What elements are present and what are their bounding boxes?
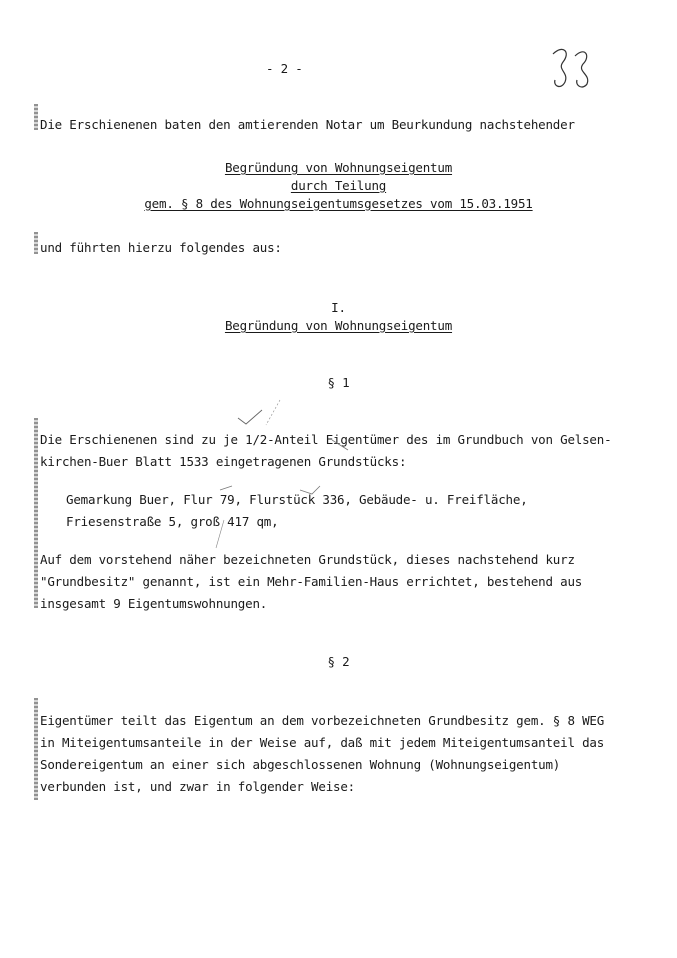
- parcel-line-2: Friesenstraße 5, groß 417 qm,: [66, 514, 279, 529]
- section-numeral: I.: [331, 300, 346, 315]
- lead-text: und führten hierzu folgendes aus:: [40, 240, 282, 255]
- intro-text: Die Erschienenen baten den amtierenden Notar um Beurkundung nachstehender: [40, 117, 575, 132]
- para2-line-3: Sondereigentum an einer sich abgeschlossenen Wohnung (Wohnungseigentum): [40, 757, 561, 772]
- parcel-line-1: Gemarkung Buer, Flur 79, Flurstück 336, Gebäude- u. Freifläche,: [66, 492, 528, 507]
- para1-line-1: Die Erschienenen sind zu je 1/2-Anteil Eigentümer des im Grundbuch von Gelsen-: [40, 432, 612, 447]
- heading-line-1: Begründung von Wohnungseigentum: [224, 160, 453, 175]
- heading-line-3: gem. § 8 des Wohnungseigentumsgesetzes vom 15.03.1951: [144, 196, 533, 211]
- scan-margin-mark: [34, 698, 38, 800]
- page-number: - 2 -: [266, 61, 303, 76]
- scan-margin-mark: [34, 232, 38, 254]
- heading-line-2: durch Teilung: [290, 178, 387, 193]
- section-title: Begründung von Wohnungseigentum: [224, 318, 453, 333]
- para1-line-5: insgesamt 9 Eigentumswohnungen.: [40, 596, 268, 611]
- para1-line-2: kirchen-Buer Blatt 1533 eingetragenen Grundstücks:: [40, 454, 407, 469]
- para1-line-3: Auf dem vorstehend näher bezeichneten Grundstück, dieses nachstehend kurz: [40, 552, 575, 567]
- pencil-check-marks: [180, 380, 380, 560]
- para2-sign: § 2: [327, 654, 350, 669]
- para1-line-4: "Grundbesitz" genannt, ist ein Mehr-Familien-Haus errichtet, bestehend aus: [40, 574, 583, 589]
- para2-line-1: Eigentümer teilt das Eigentum an dem vorbezeichneten Grundbesitz gem. § 8 WEG: [40, 713, 605, 728]
- scan-margin-mark: [34, 418, 38, 608]
- para2-line-2: in Miteigentumsanteile in der Weise auf, daß mit jedem Miteigentumsanteil das: [40, 735, 605, 750]
- para1-sign: § 1: [327, 375, 350, 390]
- handwritten-initials: [545, 42, 605, 92]
- para2-line-4: verbunden ist, und zwar in folgender Weise:: [40, 779, 356, 794]
- scan-margin-mark: [34, 104, 38, 130]
